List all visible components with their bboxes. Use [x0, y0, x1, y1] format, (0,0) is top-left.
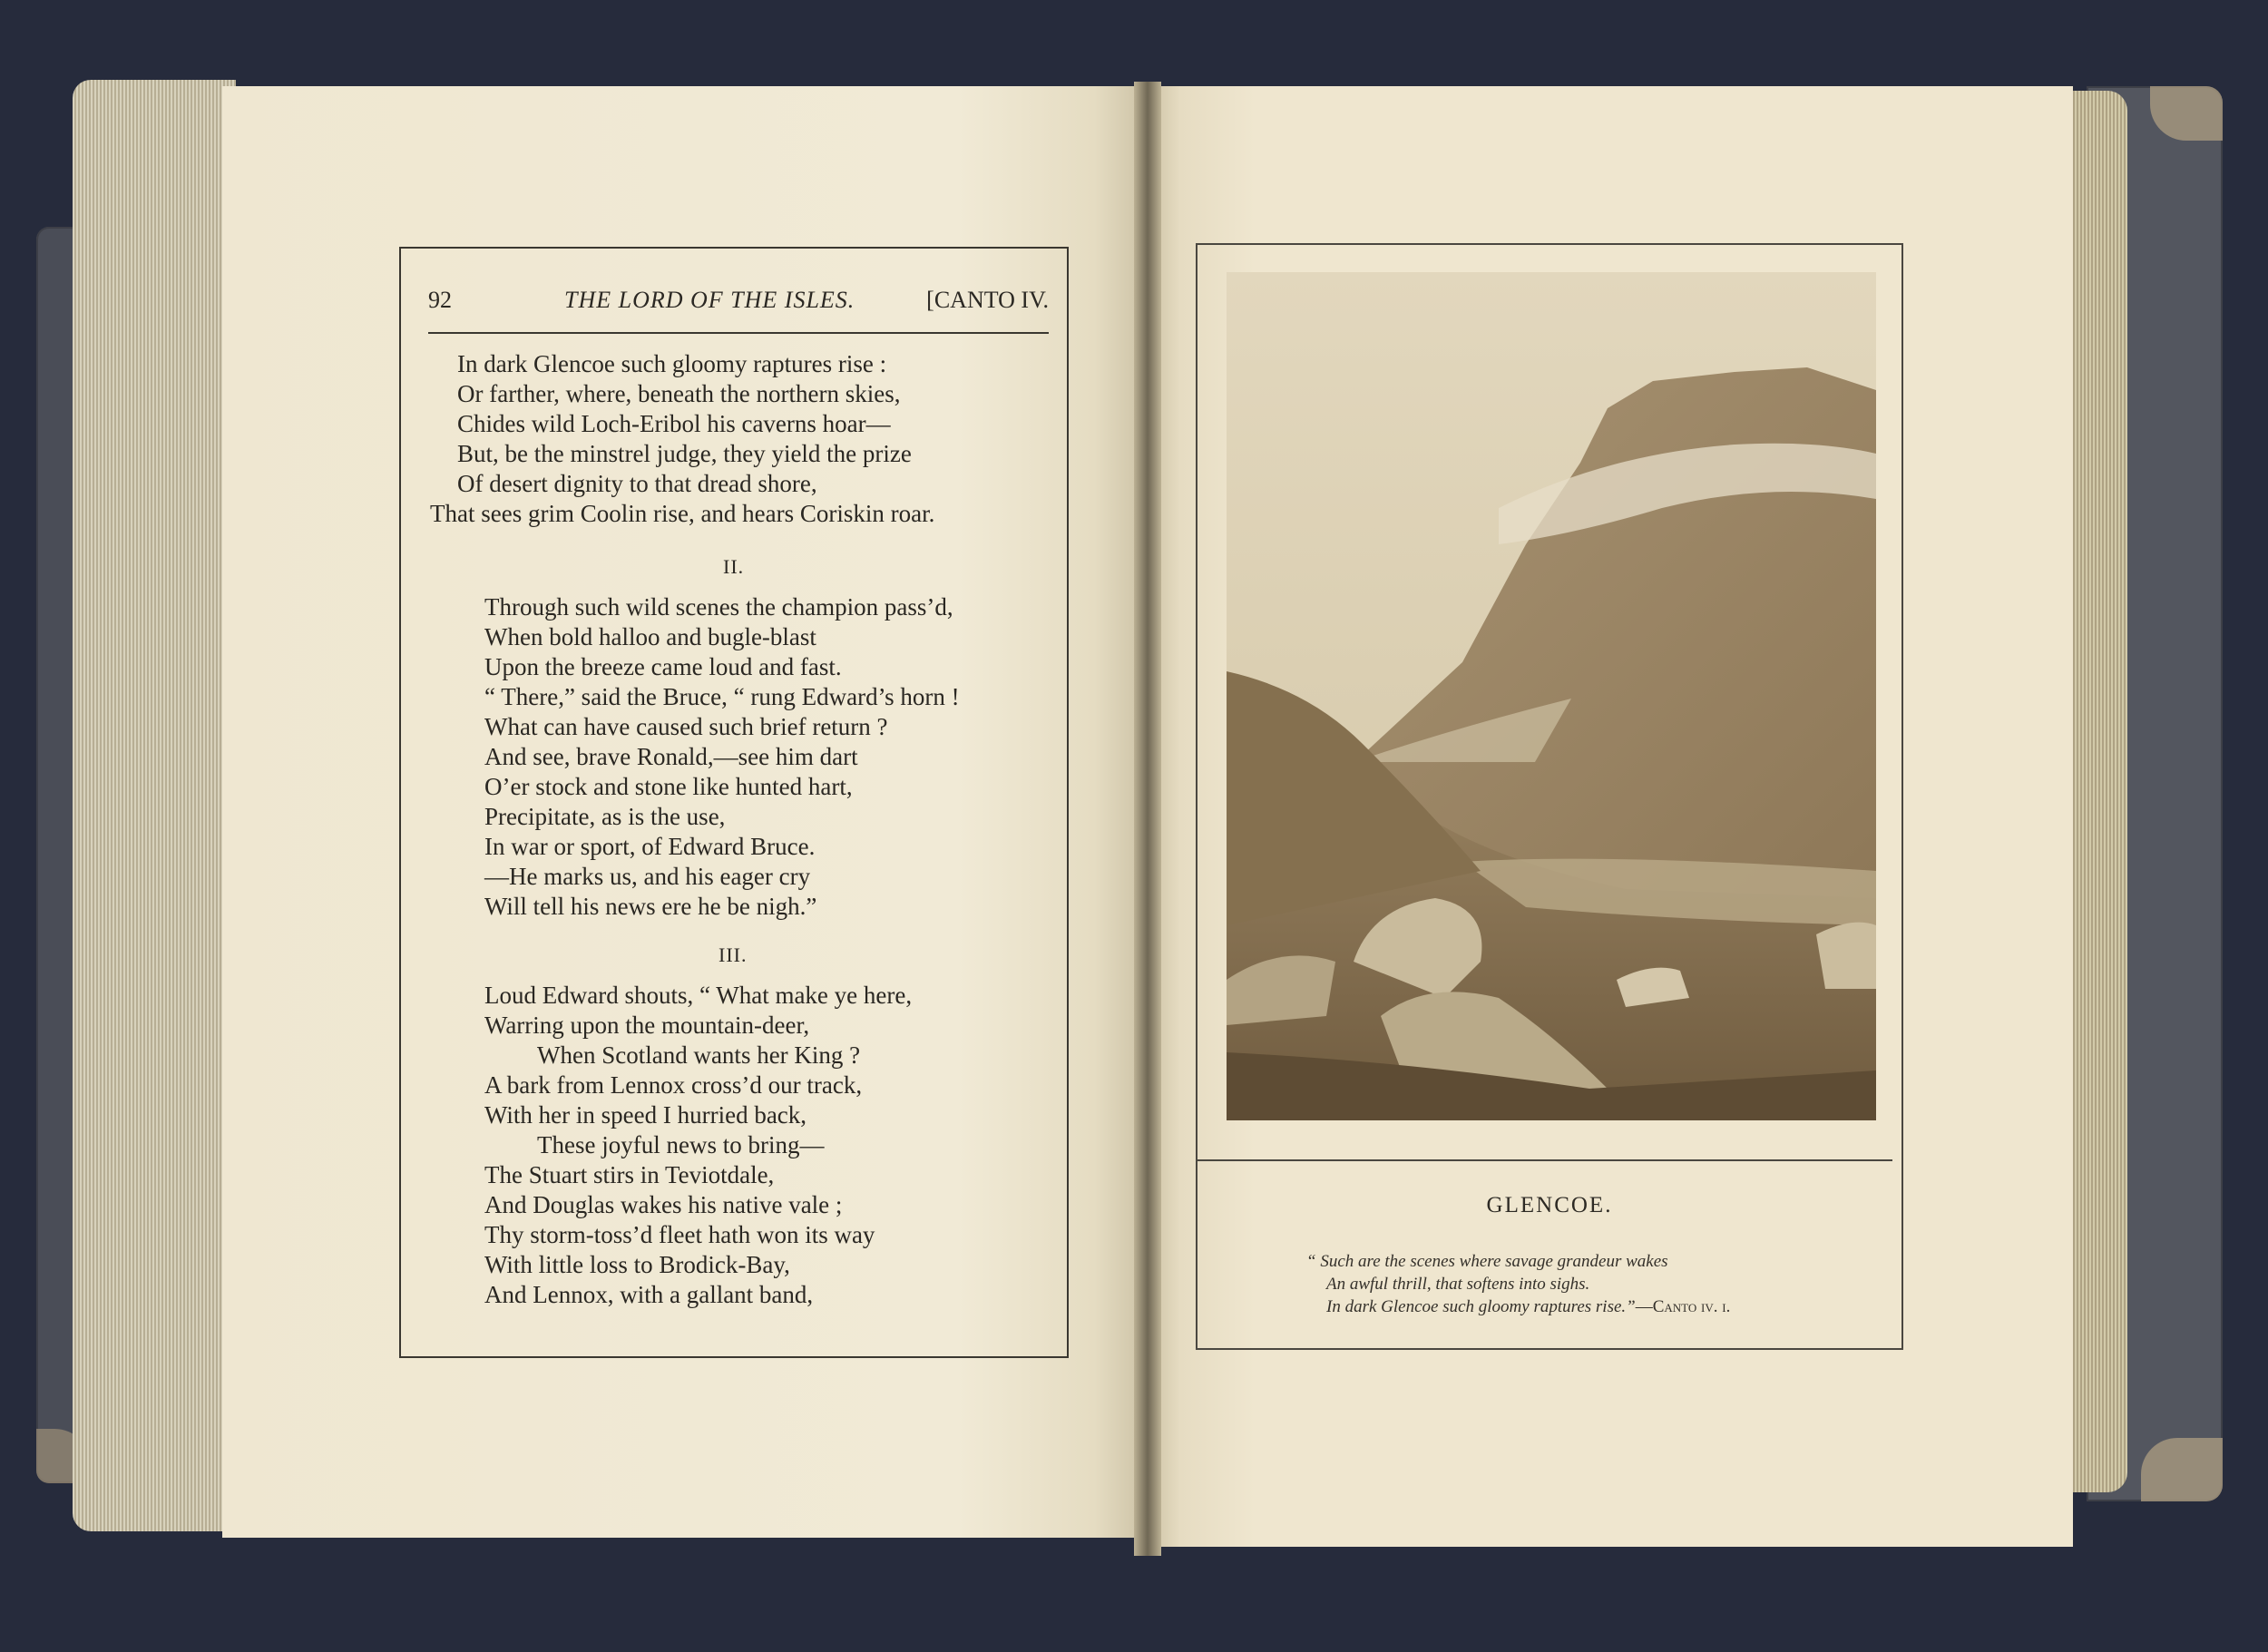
verse-line: “ There,” said the Bruce, “ rung Edward’s horn ! [484, 683, 960, 710]
plate-title: GLENCOE. [1486, 1193, 1613, 1217]
verse-line: A bark from Lennox cross’d our track, [484, 1071, 863, 1099]
verse-line: With little loss to Brodick-Bay, [484, 1251, 790, 1278]
verse-line: But, be the minstrel judge, they yield the prize [457, 440, 912, 467]
page-edges-left [73, 80, 236, 1531]
book-gutter [1134, 82, 1161, 1556]
verse-line: In dark Glencoe such gloomy raptures rise : [457, 350, 887, 377]
verse-line: Upon the breeze came loud and fast. [484, 653, 842, 680]
verse-line: With her in speed I hurried back, [484, 1101, 807, 1129]
header-rule [428, 332, 1049, 334]
verse-line: When Scotland wants her King ? [537, 1041, 861, 1069]
caption-line [1326, 1297, 1730, 1317]
page-header [428, 287, 1049, 323]
verse-line: Precipitate, as is the use, [484, 803, 726, 830]
glencoe-photograph [1227, 272, 1876, 1120]
verse-line: When bold halloo and bugle-blast [484, 623, 816, 650]
verse-line: Warring upon the mountain-deer, [484, 1012, 810, 1039]
text-frame [399, 247, 1069, 1358]
verse-line: Or farther, where, beneath the northern skies, [457, 380, 901, 407]
canto-reference: [CANTO IV. [926, 287, 1049, 313]
stanza-number: III. [719, 943, 748, 966]
verse-line: Thy storm-toss’d fleet hath won its way [484, 1221, 875, 1248]
stanza-number: II. [723, 555, 745, 578]
verse-line: In war or sport, of Edward Bruce. [484, 833, 816, 860]
verse-line: These joyful news to bring— [537, 1131, 825, 1158]
verse-line: Loud Edward shouts, “ What make ye here, [484, 982, 913, 1009]
verse-line: What can have caused such brief return ? [484, 713, 888, 740]
verse-line: That sees grim Coolin rise, and hears Coriskin roar. [430, 500, 935, 527]
caption-text: In dark Glencoe such gloomy raptures rise.” [1326, 1297, 1636, 1316]
page-number: 92 [428, 287, 452, 313]
verse-line: —He marks us, and his eager cry [484, 863, 811, 890]
running-title: THE LORD OF THE ISLES. [564, 287, 855, 313]
verse-line: The Stuart stirs in Teviotdale, [484, 1161, 775, 1188]
plate-rule [1196, 1159, 1892, 1161]
caption-line: An awful thrill, that softens into sighs. [1326, 1275, 1590, 1294]
verse-line: Chides wild Loch-Eribol his caverns hoar— [457, 410, 891, 437]
verse-line: And Lennox, with a gallant band, [484, 1281, 814, 1308]
verse-line: Will tell his news ere he be nigh.” [484, 893, 817, 920]
verse-line: Of desert dignity to that dread shore, [457, 470, 817, 497]
caption-reference: —Canto iv. i. [1635, 1297, 1731, 1316]
verse-line: O’er stock and stone like hunted hart, [484, 773, 853, 800]
verse-line: Through such wild scenes the champion pass’d, [484, 593, 953, 621]
verse-line: And see, brave Ronald,—see him dart [484, 743, 858, 770]
caption-line: “ Such are the scenes where savage grandeur wakes [1306, 1252, 1668, 1271]
verse-line: And Douglas wakes his native vale ; [484, 1191, 843, 1218]
